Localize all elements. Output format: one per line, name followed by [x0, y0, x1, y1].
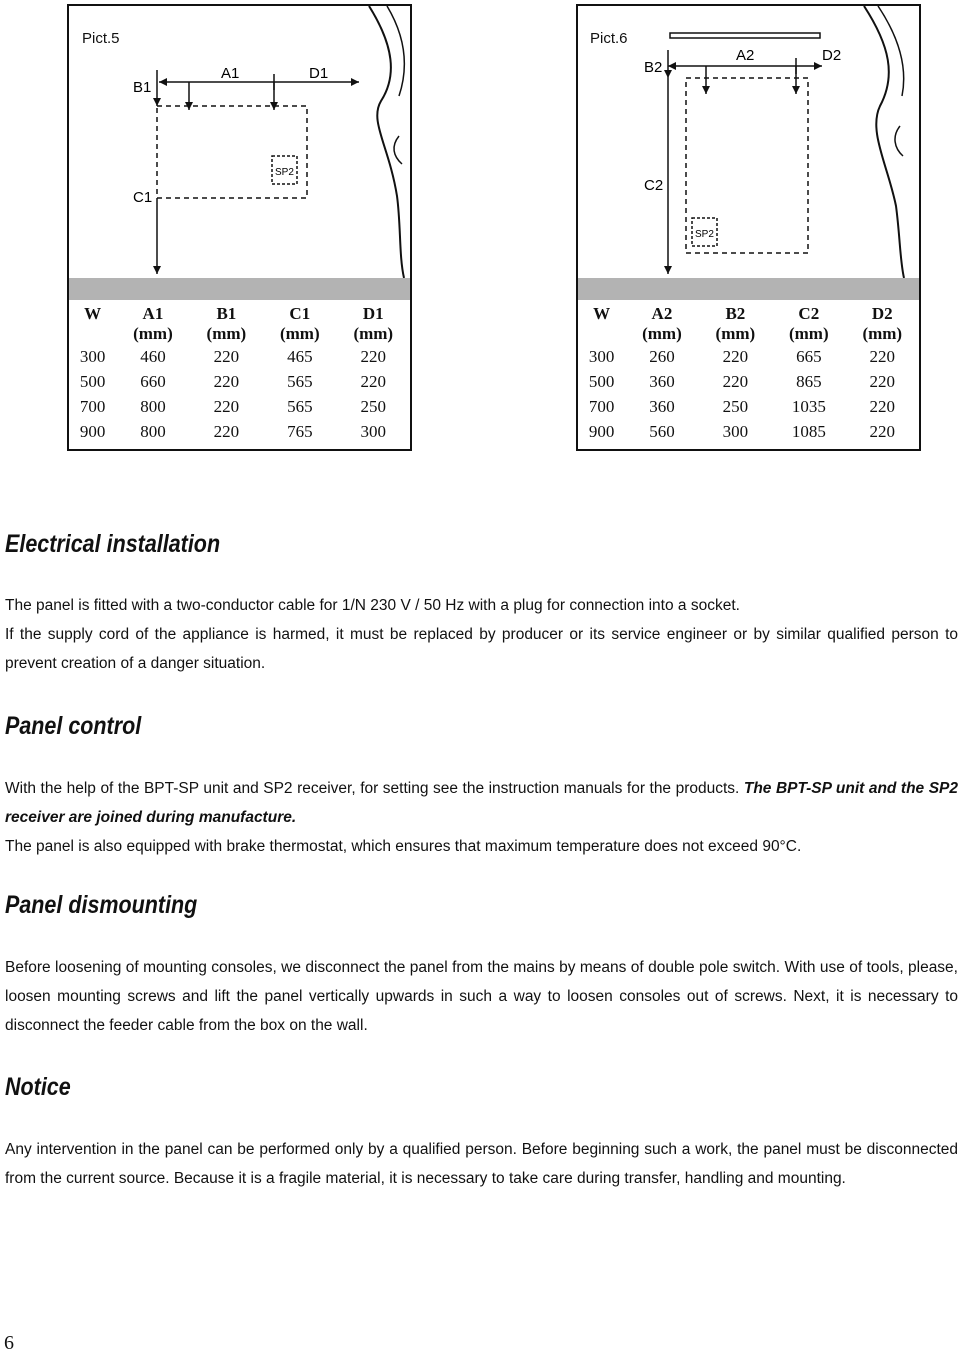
table-cell: 300: [722, 422, 749, 441]
table-cell: 300: [360, 422, 387, 441]
section-panel-control: [5, 712, 958, 861]
dim-label-b: B2: [644, 59, 663, 76]
dimension-table-pict-6: [578, 300, 919, 444]
paragraph-emphasis: The BPT-SP unit and the SP2 receiver are joined during manufacture.: [5, 780, 958, 826]
table-cell: 250: [722, 397, 749, 416]
table-cell: 800: [140, 422, 166, 441]
figure-pict-5: [67, 4, 412, 451]
table-cell: 220: [360, 347, 387, 366]
table-header: A2 (mm): [642, 304, 682, 343]
table-cell: 220: [213, 347, 240, 366]
table-header: C2 (mm): [788, 304, 829, 343]
section-title: Electrical installation: [5, 530, 221, 558]
dim-label-d: D2: [822, 47, 842, 64]
page-number: 6: [4, 1332, 14, 1354]
sp2-label: SP2: [695, 229, 714, 240]
paragraph: [5, 774, 958, 832]
table-header: B1 (mm): [206, 304, 247, 343]
dimension-table-pict-5: [69, 300, 410, 444]
section-notice: [5, 1073, 958, 1193]
dim-label-c: C2: [644, 177, 664, 194]
table-cell: 260: [649, 347, 675, 366]
table-cell: 220: [213, 397, 240, 416]
mounting-diagram-pict-6: [578, 6, 919, 278]
table-header-row: [578, 300, 919, 344]
table-header: D1 (mm): [353, 304, 394, 343]
table-cell: 220: [213, 422, 240, 441]
mounting-diagram-pict-5: [69, 6, 410, 278]
paragraph: Before loosening of mounting consoles, we disconnect the panel from the mains by means of double pole switch. With use of tools, please, loosen mounting screws and lift the panel vertically upwards in such a way to loosen consoles out of screws. Next, it is necessary to disconnect the feeder cable from the box on the wall.: [5, 959, 958, 1034]
table-cell: 565: [287, 397, 313, 416]
section-title: Panel dismounting: [5, 891, 198, 919]
floor-strip: [69, 278, 410, 300]
table-cell: 900: [588, 422, 615, 441]
table-header-row: [69, 300, 410, 344]
section-title: Panel control: [5, 712, 142, 740]
figure-label: Pict.6: [590, 30, 628, 47]
table-row: [69, 419, 410, 444]
table-cell: 220: [360, 372, 387, 391]
table-cell: 660: [140, 372, 166, 391]
paragraph: The panel is also equipped with brake thermostat, which ensures that maximum temperature does not exceed 90°C.: [5, 838, 802, 855]
paragraph: If the supply cord of the appliance is harmed, it must be replaced by producer or its service engineer or by similar qualified person to prevent creation of a danger situation.: [5, 626, 958, 672]
table-cell: 900: [79, 422, 106, 441]
table-header: C1 (mm): [279, 304, 320, 343]
table-cell: 250: [360, 397, 387, 416]
figure-label: Pict.5: [82, 30, 120, 47]
section-title: Notice: [5, 1073, 71, 1101]
table-cell: 360: [649, 397, 675, 416]
table-header: B2 (mm): [715, 304, 756, 343]
paragraph: The panel is fitted with a two-conductor cable for 1/N 230 V / 50 Hz with a plug for connection into a socket.: [5, 597, 740, 614]
table-row: [69, 369, 410, 394]
table-cell: 1035: [791, 397, 826, 416]
table-cell: 665: [796, 347, 822, 366]
table-cell: 765: [287, 422, 313, 441]
floor-strip: [578, 278, 919, 300]
table-header: W: [593, 304, 611, 323]
table-cell: 220: [722, 347, 749, 366]
table-row: [578, 344, 919, 369]
paragraph-text: With the help of the BPT-SP unit and SP2 receiver, for setting see the instruction manuals for the products.: [5, 780, 744, 797]
table-row: [69, 394, 410, 419]
table-cell: 865: [796, 372, 822, 391]
table-header: A1 (mm): [133, 304, 173, 343]
table-cell: 220: [722, 372, 749, 391]
dim-label-a: A2: [736, 47, 755, 64]
table-header: W: [84, 304, 102, 323]
table-cell: 465: [287, 347, 313, 366]
sp2-label: SP2: [275, 167, 294, 178]
table-header: D2 (mm): [862, 304, 903, 343]
table-cell: 300: [79, 347, 106, 366]
table-cell: 560: [649, 422, 675, 441]
table-row: [578, 369, 919, 394]
dim-label-b: B1: [133, 79, 152, 96]
table-row: [578, 394, 919, 419]
table-cell: 220: [869, 347, 896, 366]
table-cell: 800: [140, 397, 166, 416]
table-cell: 500: [588, 372, 615, 391]
table-cell: 220: [869, 397, 896, 416]
table-cell: 700: [588, 397, 615, 416]
section-panel-dismounting: [5, 891, 958, 1040]
table-cell: 1085: [791, 422, 826, 441]
table-cell: 565: [287, 372, 313, 391]
table-cell: 460: [140, 347, 166, 366]
paragraph: Any intervention in the panel can be performed only by a qualified person. Before beginning such a work, the panel must be disconnected from the current source. Because it is a fragile material, it is necessary to take care during transfer, handling and mounting.: [5, 1141, 958, 1187]
table-cell: 500: [79, 372, 106, 391]
table-cell: 700: [79, 397, 106, 416]
table-cell: 300: [588, 347, 615, 366]
table-row: [578, 419, 919, 444]
section-electrical-installation: [5, 530, 958, 678]
table-row: [69, 344, 410, 369]
dim-label-a: A1: [221, 65, 240, 82]
dim-label-c: C1: [133, 189, 153, 206]
figure-pict-6: [576, 4, 921, 451]
table-cell: 220: [869, 422, 896, 441]
table-cell: 360: [649, 372, 675, 391]
table-cell: 220: [869, 372, 896, 391]
dim-label-d: D1: [309, 65, 329, 82]
table-cell: 220: [213, 372, 240, 391]
